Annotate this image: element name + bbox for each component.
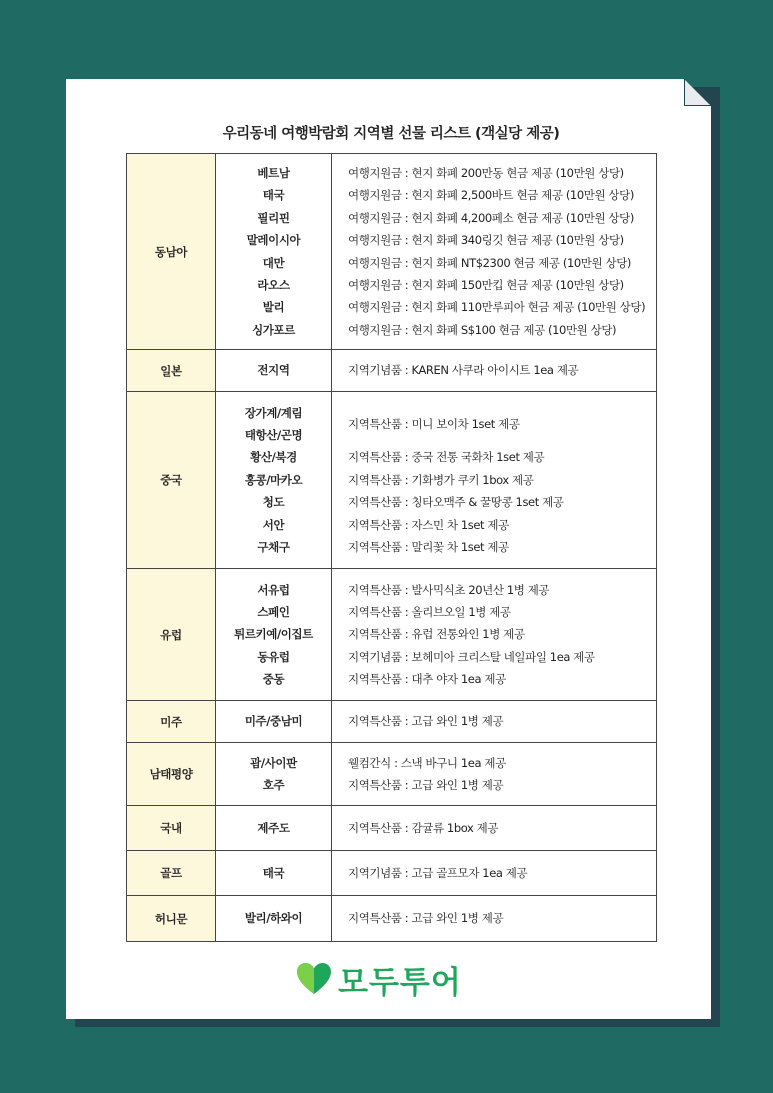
destination-name: 괌/사이판 — [250, 755, 297, 770]
gift-detail: 여행지원금 : 현지 화폐 200만동 현금 제공 (10만원 상당) — [348, 165, 624, 180]
table-row — [127, 569, 657, 701]
gift-detail: 지역특산품 : 자스민 차 1set 제공 — [348, 517, 509, 532]
region-cell: 유럽 — [127, 569, 216, 701]
destination-name: 동유럽 — [257, 649, 290, 664]
brand-logo — [296, 959, 462, 999]
destination-cell — [216, 569, 332, 701]
destination-name: 황산/북경 — [250, 450, 297, 465]
page-title: 우리동네 여행박람회 지역별 선물 리스트 (객실당 제공) — [222, 126, 560, 142]
destination-cell — [216, 154, 332, 350]
gift-detail-cell — [332, 154, 657, 350]
destination-name: 스페인 — [257, 604, 290, 619]
region-cell: 남태평양 — [127, 743, 216, 806]
gift-detail: 지역기념품 : KAREN 사쿠라 아이시트 1ea 제공 — [348, 363, 579, 378]
table-row — [127, 350, 657, 392]
region-cell: 동남아 — [127, 154, 216, 350]
destination-cell — [216, 743, 332, 806]
destination-name: 제주도 — [257, 820, 290, 835]
destination-cell — [216, 896, 332, 942]
gift-detail: 지역특산품 : 말리꽃 차 1set 제공 — [348, 539, 509, 554]
region-cell: 미주 — [127, 701, 216, 743]
destination-name: 발리 — [262, 300, 285, 315]
destination-cell — [216, 392, 332, 569]
destination-name: 싱가포르 — [252, 322, 295, 337]
brand-name: 모두투어 — [338, 964, 462, 1001]
destination-cell — [216, 806, 332, 851]
region-cell: 허니문 — [127, 896, 216, 942]
table-row — [127, 154, 657, 350]
table-row — [127, 851, 657, 896]
gift-detail: 지역특산품 : 발사믹식초 20년산 1병 제공 — [348, 582, 550, 597]
gift-detail: 여행지원금 : 현지 화폐 NT$2300 현금 제공 (10만원 상당) — [348, 255, 631, 270]
destination-name: 중동 — [262, 672, 285, 687]
region-cell: 골프 — [127, 851, 216, 896]
destination-name: 태국 — [262, 865, 285, 880]
gift-detail-cell — [332, 851, 657, 896]
gift-detail: 지역특산품 : 고급 와인 1병 제공 — [348, 778, 504, 792]
destination-name: 튀르키예/이집트 — [234, 627, 313, 642]
gift-detail-cell — [332, 743, 657, 806]
gift-detail: 지역특산품 : 대추 야자 1ea 제공 — [348, 672, 506, 687]
destination-name: 청도 — [262, 495, 285, 510]
table-row — [127, 701, 657, 743]
gift-detail: 여행지원금 : 현지 화폐 340링깃 현금 제공 (10만원 상당) — [348, 233, 624, 248]
gift-detail-cell — [332, 896, 657, 942]
gift-detail: 여행지원금 : 현지 화폐 S$100 현금 제공 (10만원 상당) — [348, 322, 617, 337]
gift-detail-cell — [332, 350, 657, 392]
destination-name: 호주 — [262, 778, 285, 792]
region-cell: 국내 — [127, 806, 216, 851]
destination-name: 전지역 — [257, 363, 290, 378]
destination-name: 장가계/계림 — [244, 405, 303, 420]
gift-detail-cell — [332, 806, 657, 851]
destination-name: 필리핀 — [257, 210, 290, 225]
region-cell: 일본 — [127, 350, 216, 392]
gift-detail: 여행지원금 : 현지 화폐 4,200페소 현금 제공 (10만원 상당) — [348, 210, 634, 225]
table-row — [127, 806, 657, 851]
gift-detail: 웰컴간식 : 스낵 바구니 1ea 제공 — [348, 755, 506, 770]
destination-name: 서유럽 — [257, 582, 290, 597]
destination-name: 서안 — [262, 517, 285, 532]
gift-detail: 지역특산품 : 미니 보이차 1set 제공 — [348, 416, 520, 431]
gift-detail: 지역특산품 : 중국 전통 국화차 1set 제공 — [348, 450, 545, 465]
destination-cell — [216, 350, 332, 392]
heart-logo-icon — [296, 962, 332, 996]
folded-corner-outline — [684, 79, 711, 106]
destination-name: 태국 — [262, 188, 285, 203]
gift-list-table — [126, 153, 657, 942]
table-row — [127, 896, 657, 942]
region-cell: 중국 — [127, 392, 216, 569]
gift-detail-cell — [332, 701, 657, 743]
gift-detail: 지역특산품 : 칭타오맥주 & 꿀땅콩 1set 제공 — [348, 495, 564, 510]
gift-detail: 지역특산품 : 기화병가 쿠키 1box 제공 — [348, 472, 534, 487]
gift-detail: 지역특산품 : 감귤류 1box 제공 — [348, 820, 499, 835]
gift-detail-cell — [332, 392, 657, 569]
destination-name: 미주/중남미 — [244, 714, 303, 729]
gift-detail: 지역특산품 : 올리브오일 1병 제공 — [348, 604, 511, 619]
table-row — [127, 392, 657, 569]
gift-detail: 여행지원금 : 현지 화폐 110만루피아 현금 제공 (10만원 상당) — [348, 300, 646, 315]
destination-name: 발리/하와이 — [244, 911, 303, 926]
table-row — [127, 743, 657, 806]
destination-name: 말레이시아 — [246, 233, 301, 248]
gift-detail: 지역특산품 : 유럽 전통와인 1병 제공 — [348, 627, 525, 642]
destination-name: 구채구 — [257, 539, 290, 554]
destination-name: 대만 — [262, 255, 285, 270]
destination-name: 홍콩/마카오 — [244, 472, 303, 487]
gift-detail: 지역기념품 : 고급 골프모자 1ea 제공 — [348, 865, 528, 880]
destination-name: 베트남 — [257, 165, 290, 180]
gift-detail-cell — [332, 569, 657, 701]
destination-name: 라오스 — [257, 277, 290, 292]
gift-detail: 여행지원금 : 현지 화폐 2,500바트 현금 제공 (10만원 상당) — [348, 188, 634, 203]
gift-detail: 지역특산품 : 고급 와인 1병 제공 — [348, 911, 504, 926]
destination-cell — [216, 851, 332, 896]
destination-cell — [216, 701, 332, 743]
gift-detail: 여행지원금 : 현지 화폐 150만킵 현금 제공 (10만원 상당) — [348, 277, 624, 292]
gift-detail: 지역기념품 : 보헤미아 크리스탈 네일파일 1ea 제공 — [348, 649, 595, 664]
destination-name: 태항산/곤명 — [244, 428, 303, 443]
gift-detail: 지역특산품 : 고급 와인 1병 제공 — [348, 714, 504, 729]
